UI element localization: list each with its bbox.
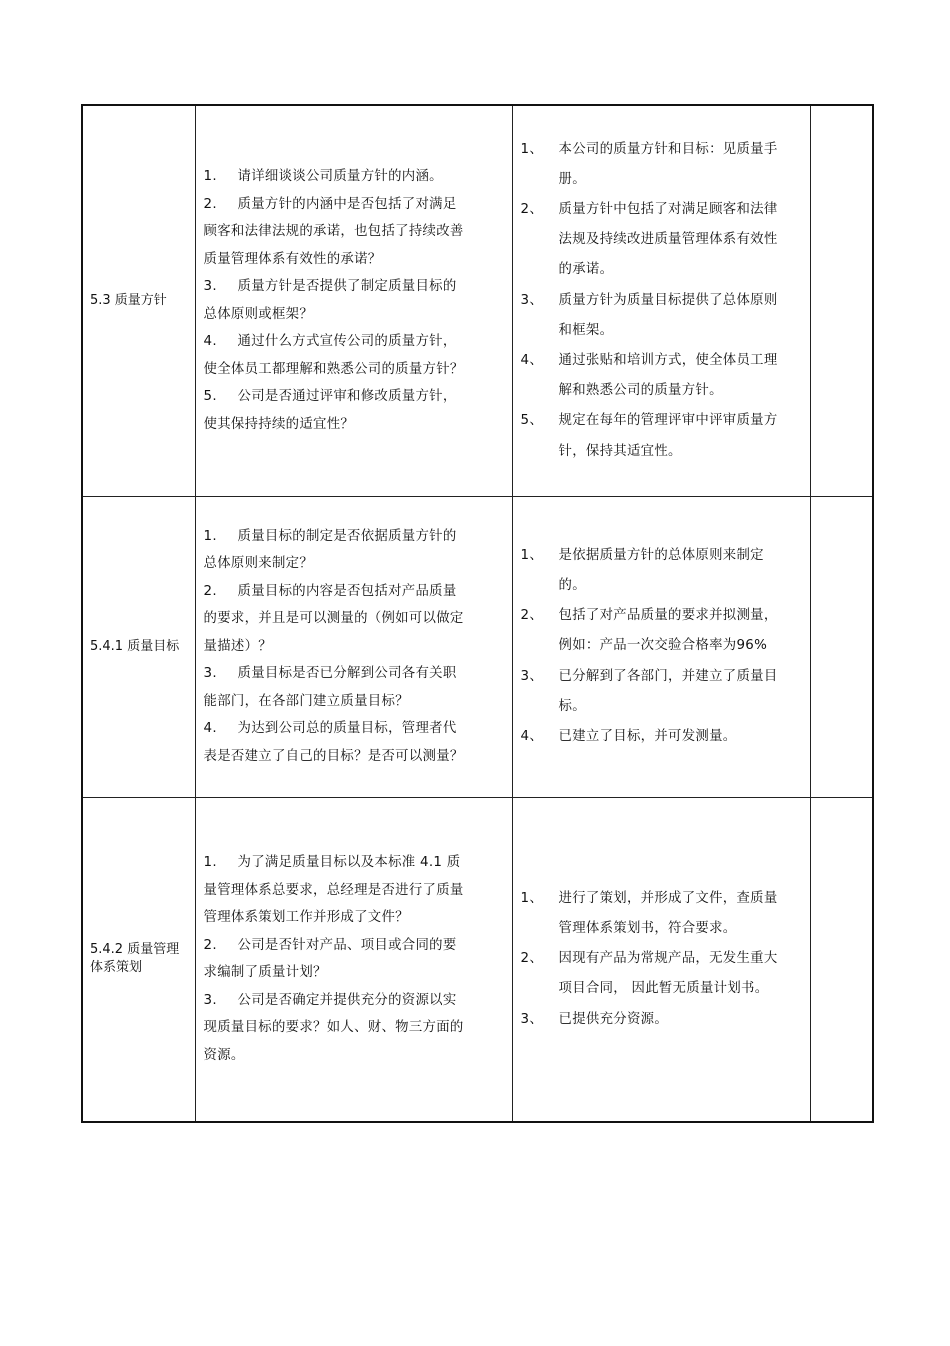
table-row — [82, 797, 873, 1122]
answer-item: 2、 因现有产品为常规产品，无发生重大项目合同， 因此暂无质量计划书。 — [520, 951, 778, 997]
question-item: 2. 公司是否针对产品、项目或合同的要求编制了质量计划？ — [203, 937, 457, 981]
answer-item: 1、 进行了策划，并形成了文件，查质量管理体系策划书，符合要求。 — [520, 890, 778, 936]
clause-cell — [82, 105, 195, 496]
question-item: 3. 公司是否确定并提供充分的资源以实现质量目标的要求？如人、财、物三方面的资源。 — [203, 992, 464, 1063]
question-item: 5. 公司是否通过评审和修改质量方针，使其保持持续的适宜性？ — [203, 389, 457, 432]
audit-checklist-table — [81, 104, 874, 1123]
clause-label: 5.4.2 质量管理体系策划 — [90, 942, 180, 976]
clause-label: 5.4.1 质量目标 — [90, 638, 180, 654]
answer-item: 4、 已建立了目标，并可发测量。 — [520, 729, 737, 744]
question-item: 2. 质量目标的内容是否包括对产品质量的要求，并且是可以测量的（例如可以做定量描述）？ — [203, 583, 464, 654]
remarks-cell — [810, 496, 873, 797]
remarks-cell — [810, 105, 873, 496]
answer-item: 1、 是依据质量方针的总体原则来制定的。 — [520, 547, 764, 593]
answer-item: 2、 质量方针中包括了对满足顾客和法律法规及持续改进质量管理体系有效性的承诺。 — [520, 202, 778, 278]
question-item: 1. 质量目标的制定是否依据质量方针的总体原则来制定？ — [203, 528, 457, 572]
answer-cell — [512, 496, 810, 797]
table-row — [82, 496, 873, 797]
clause-label: 5.3 质量方针 — [90, 292, 167, 308]
answer-item: 3、 已分解到了各部门，并建立了质量目标。 — [520, 668, 778, 714]
table-row — [82, 105, 873, 496]
answer-cell — [512, 105, 810, 496]
answer-cell — [512, 797, 810, 1122]
question-cell — [195, 797, 512, 1122]
question-item: 1. 为了满足质量目标以及本标准 4.1 质量管理体系总要求，总经理是否进行了质量管理体系策划工作并形成了文件？ — [203, 855, 464, 926]
clause-cell — [82, 797, 195, 1122]
question-item: 3. 质量目标是否已分解到公司各有关职能部门，在各部门建立质量目标？ — [203, 666, 457, 709]
answer-item: 2、 包括了对产品质量的要求并拟测量，例如：产品一次交验合格率为96% — [520, 608, 778, 654]
question-item: 2. 质量方针的内涵中是否包括了对满足顾客和法律法规的承诺，也包括了持续改善质量管理体系有效性的承诺？ — [203, 196, 464, 267]
answer-item: 5、 规定在每年的管理评审中评审质量方针，保持其适宜性。 — [520, 413, 778, 459]
question-item: 3. 质量方针是否提供了制定质量目标的总体原则或框架？ — [203, 279, 457, 322]
answer-item: 3、 质量方针为质量目标提供了总体原则和框架。 — [520, 292, 778, 338]
question-item: 4. 为达到公司总的质量目标，管理者代表是否建立了自己的目标？是否可以测量？ — [203, 721, 464, 764]
answer-item: 1、 本公司的质量方针和目标：见质量手册。 — [520, 141, 778, 187]
answer-item: 4、 通过张贴和培训方式，使全体员工理解和熟悉公司的质量方针。 — [520, 353, 778, 399]
clause-cell — [82, 496, 195, 797]
question-cell — [195, 105, 512, 496]
question-cell — [195, 496, 512, 797]
answer-item: 3、 已提供充分资源。 — [520, 1011, 669, 1027]
question-item: 1. 请详细谈谈公司质量方针的内涵。 — [203, 169, 443, 185]
remarks-cell — [810, 797, 873, 1122]
question-item: 4. 通过什么方式宣传公司的质量方针，使全体员工都理解和熟悉公司的质量方针？ — [203, 334, 464, 377]
